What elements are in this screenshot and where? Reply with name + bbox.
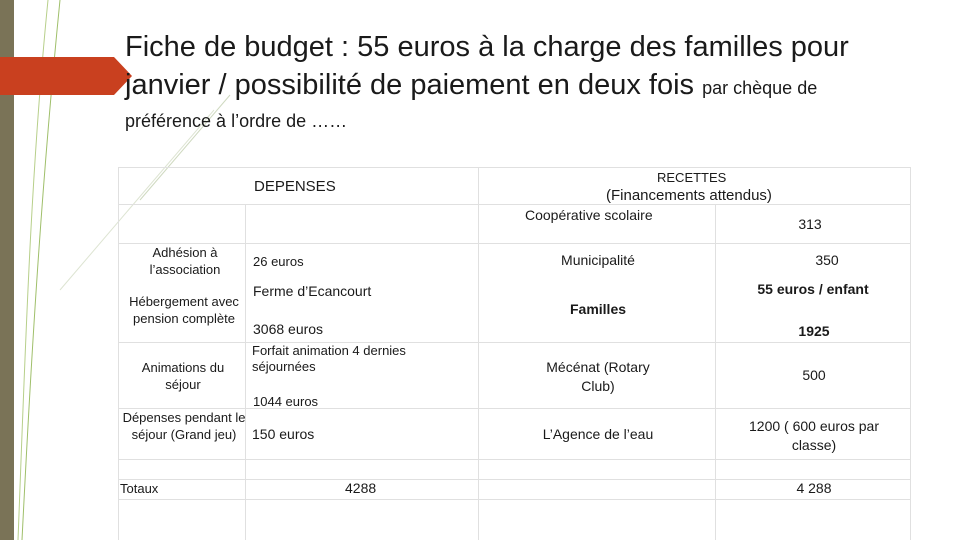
totaux-label: Totaux — [120, 481, 159, 496]
recette-label: Municipalité — [561, 252, 635, 268]
table-line — [245, 204, 246, 540]
depense-label: Adhésion à l’association — [149, 245, 221, 277]
table-line — [118, 167, 119, 540]
depense-value: 3068 euros — [253, 321, 324, 337]
recette-value-top: 55 euros / enfant — [757, 281, 869, 297]
title-line2-small: par chèque de — [702, 78, 818, 98]
title-marker-arrow — [0, 57, 114, 95]
title-line3: préférence à l’ordre de …… — [125, 111, 348, 131]
recette-label: L’Agence de l’eau — [542, 426, 654, 442]
title-line1: Fiche de budget : 55 euros à la charge des familles pour — [125, 31, 849, 63]
recette-value: 1925 — [798, 323, 830, 339]
totaux-recettes-value: 4 288 — [796, 480, 832, 496]
recette-value: 350 — [815, 252, 839, 268]
title-line2: janvier / possibilité de paiement en deux fois — [125, 69, 703, 101]
table-line — [118, 204, 911, 205]
recette-value: 313 — [798, 216, 822, 232]
table-line — [478, 167, 479, 540]
depense-label: Dépenses pendant le séjour (Grand jeu) — [122, 410, 246, 442]
depenses-header: DEPENSES — [254, 178, 336, 195]
table-line — [118, 499, 911, 500]
recette-value: 1200 ( 600 euros par classe) — [749, 418, 879, 453]
table-line — [118, 342, 911, 343]
depense-label: Animations du séjour — [141, 360, 225, 392]
depense-label: Hébergement avec pension complète — [129, 294, 239, 326]
depense-value-top: Forfait animation 4 dernies séjournées — [252, 343, 406, 374]
table-line — [118, 243, 911, 244]
table-line — [910, 167, 911, 540]
recette-label: Coopérative scolaire — [525, 207, 653, 223]
totaux-depenses-value: 4288 — [345, 480, 377, 496]
depense-value: 26 euros — [253, 254, 304, 269]
depense-value: 150 euros — [252, 426, 315, 442]
recettes-header: RECETTES — [657, 170, 727, 185]
recettes-subheader: (Financements attendus) — [606, 187, 772, 204]
page-title — [125, 28, 945, 133]
depense-value-top: Ferme d’Ecancourt — [253, 283, 372, 299]
recette-value: 500 — [802, 367, 826, 383]
depense-value: 1044 euros — [253, 394, 319, 409]
table-line — [118, 459, 911, 460]
table-line — [715, 204, 716, 540]
table-line — [118, 167, 911, 168]
recette-label: Mécénat (Rotary Club) — [546, 359, 650, 394]
recette-label: Familles — [569, 301, 627, 317]
